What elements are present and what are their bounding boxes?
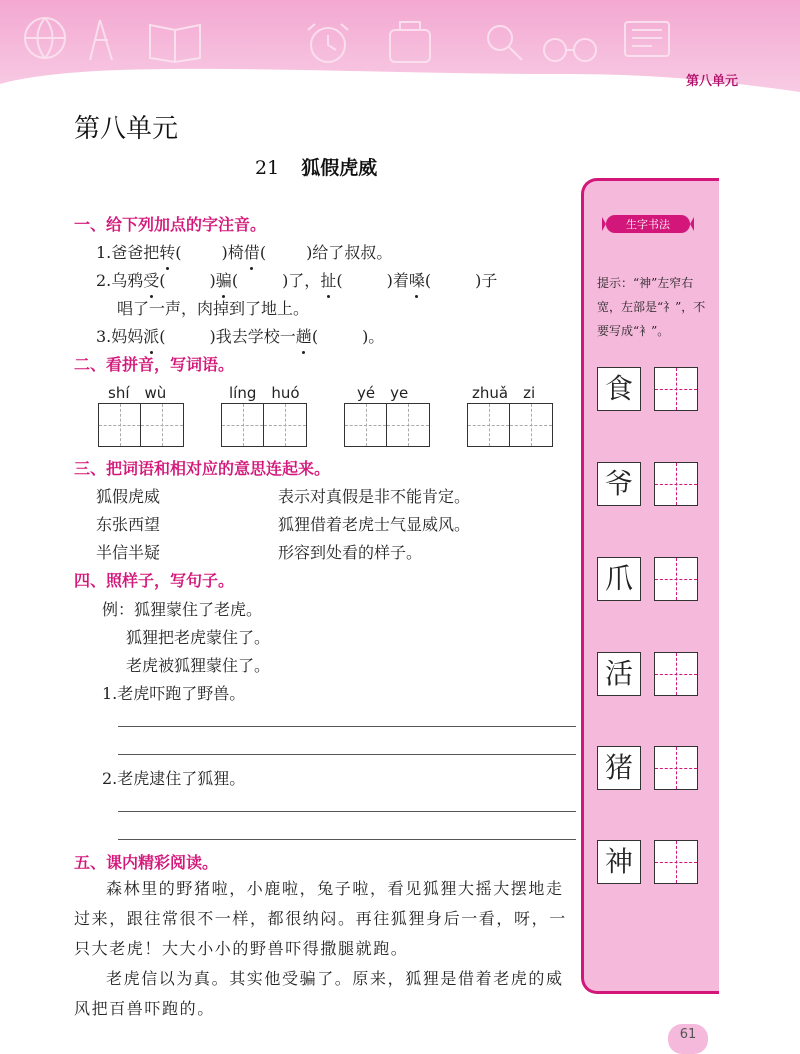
model-char-6: 神: [597, 840, 641, 884]
model-char-5: 猪: [597, 746, 641, 790]
calligraphy-badge-text: 生字书法: [626, 218, 670, 231]
s4-q2: 2.老虎逮住了狐狸。: [102, 769, 246, 788]
pinyin-1: shí wù: [108, 384, 167, 402]
dotted-char: 趟: [296, 324, 312, 347]
model-char-1: 食: [597, 367, 641, 411]
match-right-3[interactable]: 形容到处看的样子。: [278, 543, 423, 562]
reading-paragraph-2: 老虎信以为真。其实他受骗了。原来，狐狸是借着老虎的威风把百兽吓跑的。: [74, 969, 564, 1018]
section4-heading: 四、照样子，写句子。: [74, 571, 235, 590]
section1-heading: 一、给下列加点的字注音。: [74, 215, 267, 234]
pinyin-3: yé ye: [357, 384, 409, 402]
match-right-2[interactable]: 狐狸借着老虎士气显威风。: [278, 515, 471, 534]
header-unit-label: 第八单元: [685, 74, 738, 89]
dotted-char: 受: [143, 268, 159, 291]
s1-q2-cont: 唱了一声，肉掉到了地上。: [117, 299, 310, 318]
practice-box[interactable]: [654, 557, 698, 601]
reading-paragraph-1: 森林里的野猪啦，小鹿啦，兔子啦，看见狐狸大摇大摆地走过来，跟往常很不一样，都很纳闷。再往狐狸身后一看，呀，一只大老虎！大大小小的野兽吓得撒腿就跑。: [74, 879, 567, 958]
header-banner: [0, 0, 800, 100]
example-sentence-2: 狐狸把老虎蒙住了。: [126, 628, 271, 647]
lesson-name: 狐假虎威: [301, 157, 378, 179]
tianzi-grid-2[interactable]: [221, 403, 307, 447]
model-char-3: 爪: [597, 557, 641, 601]
practice-box[interactable]: [654, 652, 698, 696]
match-left-2[interactable]: 东张西望: [96, 515, 161, 534]
match-right-1[interactable]: 表示对真假是非不能肯定。: [278, 487, 471, 506]
practice-box[interactable]: [654, 746, 698, 790]
section5-heading: 五、课内精彩阅读。: [74, 853, 219, 872]
dotted-char: 嗓: [409, 268, 425, 291]
pinyin-2: líng huó: [229, 384, 300, 402]
section2-heading: 二、看拼音，写词语。: [74, 355, 235, 374]
dotted-char: 骗: [216, 268, 232, 291]
tianzi-grid-3[interactable]: [344, 403, 430, 447]
example-sentence: 例：狐狸蒙住了老虎。: [102, 600, 263, 619]
calligraphy-badge: [602, 213, 694, 235]
lesson-number: 21: [255, 157, 280, 179]
dotted-char: 转: [159, 240, 175, 263]
model-char-2: 爷: [597, 462, 641, 506]
answer-line[interactable]: [118, 754, 576, 755]
tianzi-grid-4[interactable]: [467, 403, 553, 447]
practice-box[interactable]: [654, 840, 698, 884]
dotted-char: 派: [143, 324, 159, 347]
dotted-char: 借: [244, 240, 260, 263]
match-left-3[interactable]: 半信半疑: [96, 543, 161, 562]
unit-title: 第八单元: [74, 114, 179, 144]
model-char-4: 活: [597, 652, 641, 696]
s1-q1: 1.爸爸把转( )椅借( )给了叔叔。: [96, 240, 392, 263]
page-number: 61: [668, 1024, 708, 1054]
answer-line[interactable]: [118, 726, 576, 727]
calligraphy-tip: 提示：“神”左窄右宽，左部是“礻”，不要写成“衤”。: [597, 276, 706, 338]
practice-box[interactable]: [654, 367, 698, 411]
answer-line[interactable]: [118, 839, 576, 840]
s4-q1: 1.老虎吓跑了野兽。: [102, 684, 246, 703]
s1-q2: 2.乌鸦受( )骗( )了，扯( )着嗓( )子: [96, 268, 497, 291]
example-sentence-3: 老虎被狐狸蒙住了。: [126, 656, 271, 675]
lesson-title: [255, 153, 377, 180]
section3-heading: 三、把词语和相对应的意思连起来。: [74, 459, 331, 478]
pinyin-4: zhuǎ zi: [472, 384, 536, 402]
practice-box[interactable]: [654, 462, 698, 506]
match-left-1[interactable]: 狐假虎威: [96, 487, 161, 506]
dotted-char: 扯: [320, 268, 336, 291]
tianzi-grid-1[interactable]: [98, 403, 184, 447]
answer-line[interactable]: [118, 811, 576, 812]
s1-q3: 3.妈妈派( )我去学校一趟( )。: [96, 324, 384, 347]
